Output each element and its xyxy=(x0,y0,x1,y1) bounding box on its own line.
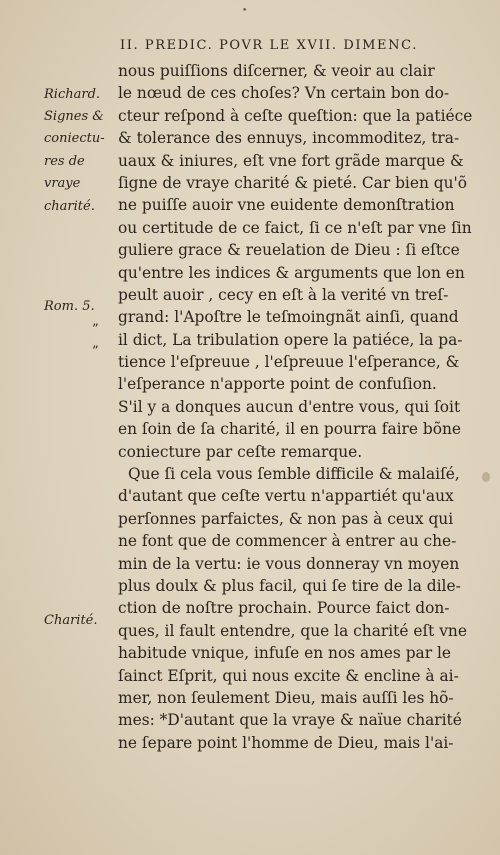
text-line: plus doulx & plus facil, qui ſe tire de la dile- xyxy=(118,576,461,595)
text-line: ne font que de commencer à entrer au che- xyxy=(118,532,457,551)
running-header: II. PREDIC. POVR LE XVII. DIMENC. xyxy=(120,38,418,53)
quotation-mark: ” xyxy=(92,322,99,337)
text-line: min de la vertu: ie vous donneray vn moyen xyxy=(118,554,460,573)
margin-note-line: res de xyxy=(44,153,85,169)
page-ornament: • xyxy=(242,6,248,16)
text-line: habitude vnique, infuſe en nos ames par le xyxy=(118,644,451,663)
margin-note-line: vraye xyxy=(44,176,81,192)
margin-note-line: Charité. xyxy=(44,613,98,628)
text-line: S'il y a donques aucun d'entre vous, qui ſoit xyxy=(118,397,461,416)
text-line: mer, non ſeulement Dieu, mais auſſi les hõ- xyxy=(118,688,454,707)
text-line: perſonnes parfaictes, & non pas à ceux qui xyxy=(118,509,454,528)
text-line: ne puiſſe auoir vne euidente demonſtration xyxy=(118,196,455,215)
text-line: ou certitude de ce faict, ſi ce n'eſt par vne ſin xyxy=(118,218,472,237)
text-line: d'autant que ceſte vertu n'appartiét qu'aux xyxy=(118,487,454,506)
margin-note-line: charité. xyxy=(44,198,95,214)
text-line: ques, il fault entendre, que la charité eſt vne xyxy=(118,621,467,640)
text-line: cteur reſpond à ceſte queſtion: que la patiéce xyxy=(118,106,473,125)
margin-note-line: Rom. 5. xyxy=(44,299,95,314)
text-line: guliere grace & reuelation de Dieu : ſi eſtce xyxy=(118,241,460,260)
text-line: peult auoir , cecy en eſt à la verité vn treſ- xyxy=(118,285,449,304)
quotation-mark: ” xyxy=(92,344,99,359)
text-line: le nœud de ces choſes? Vn certain bon do- xyxy=(118,84,450,103)
margin-note xyxy=(44,106,116,218)
text-line: l'eſperance n'apporte point de confuſion. xyxy=(118,375,437,394)
text-line: tience l'eſpreuue , l'eſpreuue l'eſperance, & xyxy=(118,353,460,372)
margin-note-line: coniectu- xyxy=(44,131,105,147)
text-line: qu'entre les indices & arguments que lon en xyxy=(118,263,465,282)
margin-note-line: Signes & xyxy=(44,109,104,124)
text-line: ne ſepare point l'homme de Dieu, mais l'ai- xyxy=(118,733,454,752)
text-line: nous puiſſions diſcerner, & veoir au clair xyxy=(118,62,435,80)
body-text xyxy=(118,60,480,754)
margin-note-line: Richard. xyxy=(44,87,101,102)
text-line: grand: l'Apoſtre le teſmoingnãt ainſi, quand xyxy=(118,308,459,327)
text-line: ſainct Eſprit, qui nous excite & encline à ai- xyxy=(118,666,459,685)
text-line: coniecture par ceſte remarque. xyxy=(118,442,363,461)
margin-note xyxy=(44,296,116,318)
text-line: il dict, La tribulation opere la patiéce, la pa- xyxy=(118,330,463,349)
text-line: mes: *D'autant que la vraye & naïue charité xyxy=(118,711,462,730)
text-line: uaux & iniures, eſt vne fort grãde marque & xyxy=(118,151,464,170)
text-line: & tolerance des ennuys, incommoditez, tra- xyxy=(118,129,460,148)
margin-note xyxy=(44,610,116,632)
text-line: ſigne de vraye charité & pieté. Car bien qu'õ xyxy=(118,173,468,192)
text-line: en ſoin de ſa charité, il en pourra faire bõne xyxy=(118,420,462,439)
text-line: Que ſi cela vous ſemble difficile & malaiſé, xyxy=(128,465,460,484)
ink-blot xyxy=(482,472,490,482)
text-line: ction de noſtre prochain. Pource faict don- xyxy=(118,599,450,618)
margin-note xyxy=(44,84,116,106)
